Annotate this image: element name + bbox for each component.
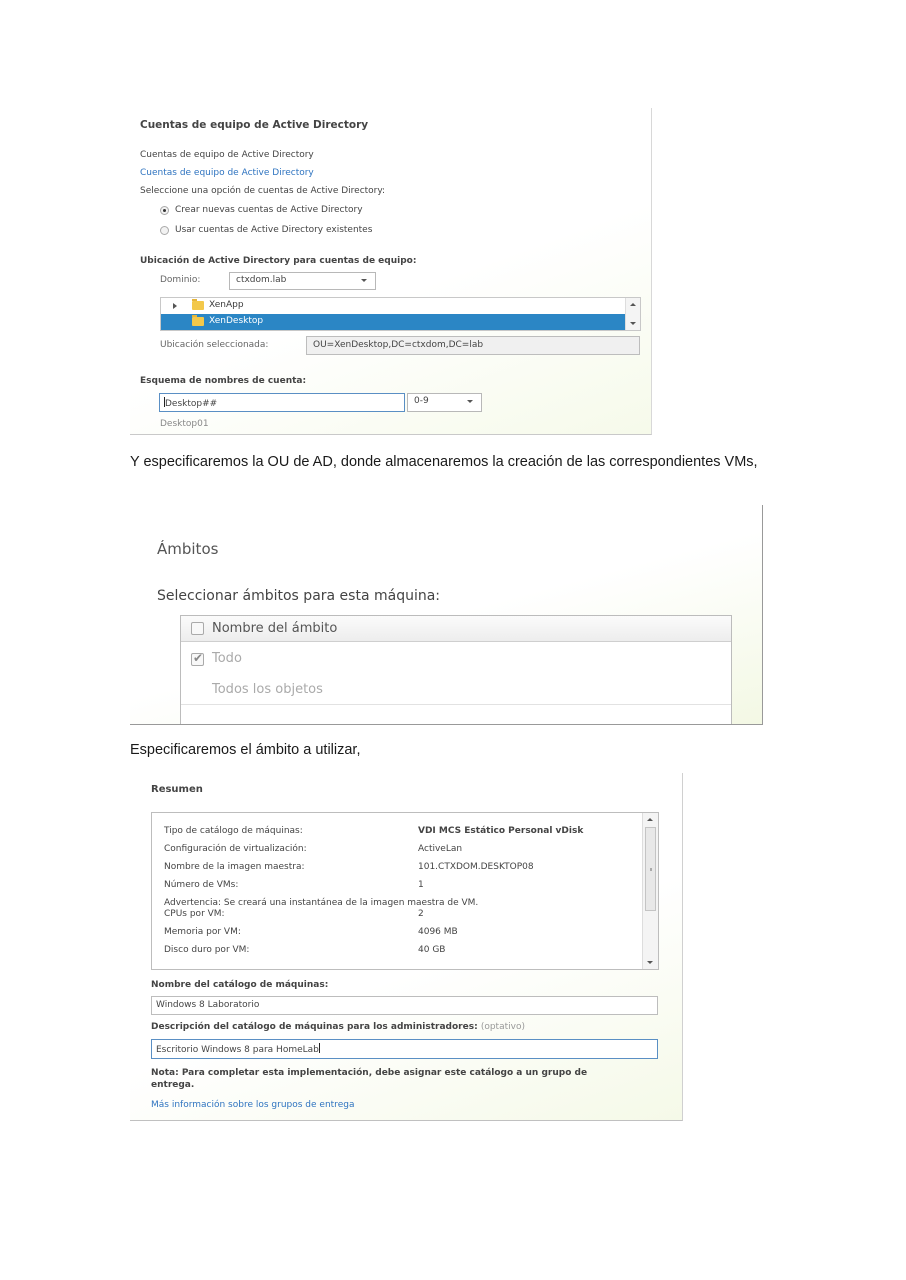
scroll-down-icon[interactable] [630,322,636,325]
summary-warning: Advertencia: Se creará una instantánea de la imagen maestra de VM. [164,898,479,908]
naming-scheme-input[interactable] [159,393,405,412]
radio-label-use-existing: Usar cuentas de Active Directory existentes [175,225,373,235]
subtitle: Cuentas de equipo de Active Directory [140,150,314,160]
scopes-prompt: Seleccionar ámbitos para esta máquina: [157,588,441,604]
scroll-thumb[interactable] [645,827,656,911]
scope-checkbox-todo[interactable] [191,653,204,666]
summary-key: Nombre de la imagen maestra: [164,862,305,872]
scope-name: Todo [212,651,242,666]
ad-accounts-link[interactable]: Cuentas de equipo de Active Directory [140,168,314,178]
tree-scrollbar[interactable] [625,298,640,330]
chevron-down-icon [467,400,473,403]
folder-icon [192,317,204,326]
scroll-up-icon[interactable] [630,303,636,306]
summary-key: Disco duro por VM: [164,945,250,955]
summary-list [151,812,659,970]
scroll-down-icon[interactable] [647,961,653,964]
column-header-scope-name: Nombre del ámbito [212,621,338,636]
chevron-down-icon [361,279,367,282]
tree-node-label: XenDesktop [209,316,264,326]
summary-value: ActiveLan [418,844,463,854]
summary-value: 2 [418,909,424,919]
summary-key: CPUs por VM: [164,909,225,919]
summary-value: 40 GB [418,945,446,955]
tree-node-label: XenApp [209,300,244,310]
naming-type-dropdown[interactable] [407,393,482,412]
summary-scrollbar[interactable] [642,813,658,969]
paragraph-ou: Y especificaremos la OU de AD, donde almacenaremos la creación de las correspondientes VMs, [130,454,758,470]
description-label-text: Descripción del catálogo de máquinas para los administradores: [151,1022,478,1032]
paragraph-scope: Especificaremos el ámbito a utilizar, [130,742,361,758]
domain-value: ctxdom.lab [236,275,287,285]
ad-location-heading: Ubicación de Active Directory para cuentas de equipo: [140,256,417,266]
text-cursor [319,1043,320,1053]
domain-label: Dominio: [160,275,201,285]
scope-description: Todos los objetos [212,682,323,697]
section-title: Resumen [151,784,203,795]
select-option-prompt: Seleccione una opción de cuentas de Active Directory: [140,186,386,196]
row-divider [181,704,731,705]
selected-location-field: OU=XenDesktop,DC=ctxdom,DC=lab [306,336,640,355]
summary-value: 101.CTXDOM.DESKTOP08 [418,862,534,872]
radio-create-new-accounts[interactable] [160,206,169,215]
naming-type-value: 0-9 [414,396,429,406]
description-value: Escritorio Windows 8 para HomeLab [156,1045,319,1055]
delivery-group-note: Nota: Para completar esta implementación, debe asignar este catálogo a un grupo de entrega. [151,1068,588,1090]
summary-value: VDI MCS Estático Personal vDisk [418,826,584,836]
radio-label-create-new: Crear nuevas cuentas de Active Directory [175,205,363,215]
screenshot-summary [130,773,683,1121]
summary-key: Número de VMs: [164,880,239,890]
scroll-up-icon[interactable] [647,818,653,821]
catalog-name-label: Nombre del catálogo de máquinas: [151,980,329,990]
naming-scheme-value: Desktop## [165,399,218,409]
ou-tree[interactable] [160,297,641,331]
tree-node-xendesktop[interactable] [161,314,626,330]
delivery-groups-info-link[interactable]: Más información sobre los grupos de entrega [151,1100,355,1110]
screenshot-ad-computer-accounts [130,108,652,435]
optional-hint: (optativo) [480,1022,525,1032]
section-title: Ámbitos [157,540,219,558]
description-input[interactable] [151,1039,658,1059]
summary-key: Memoria por VM: [164,927,241,937]
naming-scheme-heading: Esquema de nombres de cuenta: [140,376,307,386]
summary-key: Tipo de catálogo de máquinas: [164,826,303,836]
selected-location-label: Ubicación seleccionada: [160,340,269,350]
screenshot-scopes [130,505,763,725]
expand-arrow-icon[interactable] [173,303,177,309]
description-label [151,1022,525,1032]
table-header [181,616,731,642]
naming-preview: Desktop01 [160,419,209,429]
summary-key: Configuración de virtualización: [164,844,307,854]
catalog-name-input[interactable]: Windows 8 Laboratorio [151,996,658,1015]
radio-use-existing-accounts[interactable] [160,226,169,235]
summary-value: 1 [418,880,424,890]
section-title: Cuentas de equipo de Active Directory [140,119,369,131]
domain-dropdown[interactable] [229,272,376,290]
folder-icon [192,301,204,310]
scopes-table [180,615,732,725]
select-all-checkbox[interactable] [191,622,204,635]
tree-node-xenapp[interactable] [161,298,626,314]
summary-value: 4096 MB [418,927,458,937]
